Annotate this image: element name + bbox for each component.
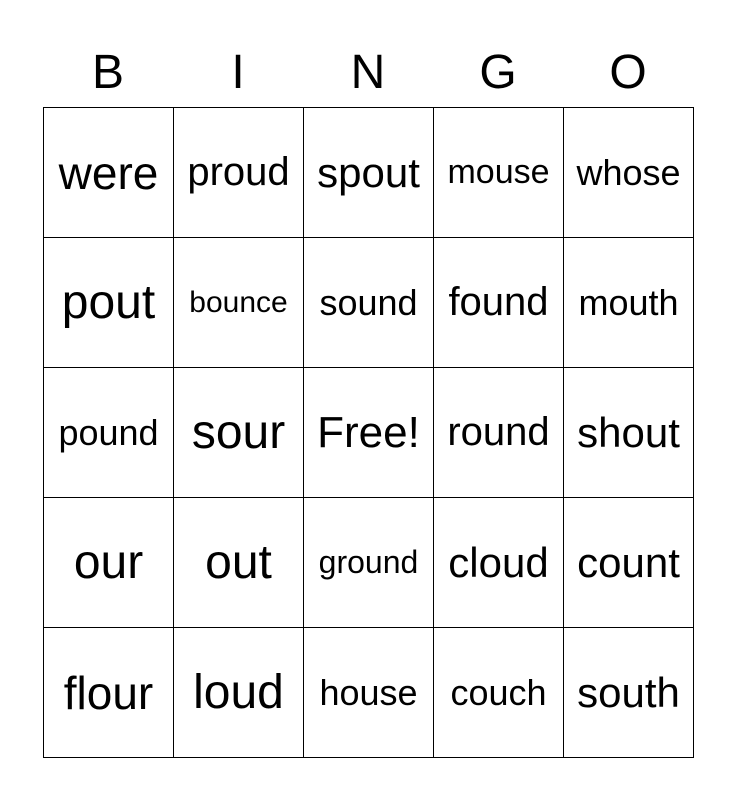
bingo-cell[interactable]: house xyxy=(304,628,434,758)
header-letter-n: N xyxy=(350,46,386,99)
bingo-cell[interactable]: proud xyxy=(174,108,304,238)
bingo-cell[interactable]: mouth xyxy=(564,238,694,368)
bingo-cell[interactable]: loud xyxy=(174,628,304,758)
bingo-cell[interactable]: out xyxy=(174,498,304,628)
bingo-cell[interactable]: sound xyxy=(304,238,434,368)
bingo-cell[interactable]: pound xyxy=(44,368,174,498)
header-letter-b: B xyxy=(91,46,124,99)
bingo-cell[interactable]: round xyxy=(434,368,564,498)
bingo-cell[interactable]: pout xyxy=(44,238,174,368)
bingo-cell[interactable]: bounce xyxy=(174,238,304,368)
bingo-header xyxy=(43,42,693,104)
bingo-cell[interactable]: cloud xyxy=(434,498,564,628)
bingo-cell[interactable]: our xyxy=(44,498,174,628)
bingo-cell[interactable]: shout xyxy=(564,368,694,498)
bingo-cell[interactable]: whose xyxy=(564,108,694,238)
header-letter-i: I xyxy=(231,46,245,99)
bingo-cell[interactable]: sour xyxy=(174,368,304,498)
bingo-cell[interactable]: mouse xyxy=(434,108,564,238)
bingo-board xyxy=(43,107,694,758)
bingo-cell[interactable]: spout xyxy=(304,108,434,238)
bingo-cell[interactable]: ground xyxy=(304,498,434,628)
bingo-cell[interactable]: count xyxy=(564,498,694,628)
bingo-cell[interactable]: found xyxy=(434,238,564,368)
bingo-cell[interactable]: south xyxy=(564,628,694,758)
header-letter-g: G xyxy=(479,46,517,99)
bingo-cell[interactable]: flour xyxy=(44,628,174,758)
free-space-cell[interactable]: Free! xyxy=(304,368,434,498)
bingo-cell[interactable]: couch xyxy=(434,628,564,758)
bingo-cell[interactable]: were xyxy=(44,108,174,238)
header-letter-o: O xyxy=(609,46,647,99)
